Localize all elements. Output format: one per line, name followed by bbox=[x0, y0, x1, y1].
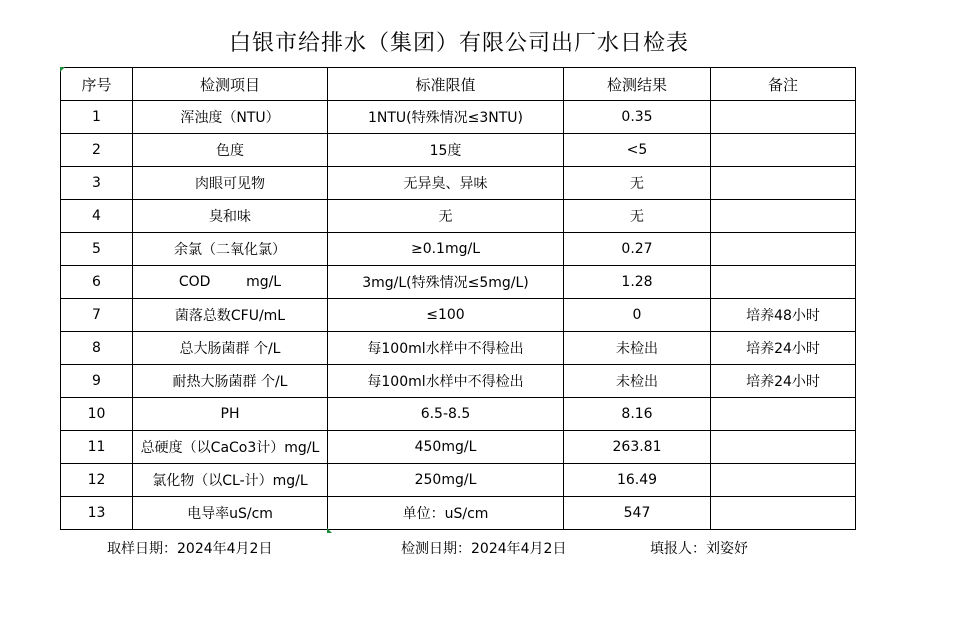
cell-no: 2 bbox=[61, 134, 133, 167]
header-no: 序号 bbox=[61, 68, 133, 101]
cell-note bbox=[711, 233, 856, 266]
cell-note bbox=[711, 167, 856, 200]
cell-no: 13 bbox=[61, 497, 133, 530]
cell-item: 耐热大肠菌群 个/L bbox=[133, 365, 328, 398]
cell-no: 6 bbox=[61, 266, 133, 299]
cell-limit: ≤100 bbox=[328, 299, 564, 332]
cell-limit: 单位：uS/cm bbox=[328, 497, 564, 530]
cell-note: 培养48小时 bbox=[711, 299, 856, 332]
table-row bbox=[61, 167, 856, 200]
table-row bbox=[61, 431, 856, 464]
header-item: 检测项目 bbox=[133, 68, 328, 101]
cell-result: 无 bbox=[564, 200, 711, 233]
cell-result: 0.35 bbox=[564, 101, 711, 134]
table-header-row bbox=[61, 68, 856, 101]
cell-no: 7 bbox=[61, 299, 133, 332]
page-title: 白银市给排水（集团）有限公司出厂水日检表 bbox=[228, 31, 689, 56]
cell-note bbox=[711, 497, 856, 530]
cell-no: 8 bbox=[61, 332, 133, 365]
cell-limit: 15度 bbox=[328, 134, 564, 167]
cell-limit: 每100ml水样中不得检出 bbox=[328, 365, 564, 398]
cell-note: 培养24小时 bbox=[711, 365, 856, 398]
cell-result: 0.27 bbox=[564, 233, 711, 266]
cell-item: 氯化物（以CL-计）mg/L bbox=[133, 464, 328, 497]
cell-item: COD mg/L bbox=[133, 266, 328, 299]
table-row bbox=[61, 464, 856, 497]
header-result: 检测结果 bbox=[564, 68, 711, 101]
cell-limit: 1NTU(特殊情况≤3NTU) bbox=[328, 101, 564, 134]
cell-limit: 450mg/L bbox=[328, 431, 564, 464]
reporter: 填报人：刘姿妤 bbox=[650, 541, 748, 557]
cell-item: 菌落总数CFU/mL bbox=[133, 299, 328, 332]
cell-item: PH bbox=[133, 398, 328, 431]
table-row bbox=[61, 365, 856, 398]
cell-no: 4 bbox=[61, 200, 133, 233]
cell-result: 0 bbox=[564, 299, 711, 332]
cell-limit: 无异臭、异味 bbox=[328, 167, 564, 200]
cell-limit: 6.5-8.5 bbox=[328, 398, 564, 431]
cell-result: 未检出 bbox=[564, 365, 711, 398]
table-row bbox=[61, 266, 856, 299]
table-row bbox=[61, 134, 856, 167]
cell-marker bbox=[60, 67, 65, 72]
test-date: 检测日期：2024年4月2日 bbox=[401, 541, 567, 557]
cell-result: 无 bbox=[564, 167, 711, 200]
cell-note bbox=[711, 266, 856, 299]
inspection-table bbox=[60, 67, 856, 530]
table-row bbox=[61, 398, 856, 431]
cell-item: 臭和味 bbox=[133, 200, 328, 233]
cell-note bbox=[711, 431, 856, 464]
cell-note bbox=[711, 200, 856, 233]
cell-item: 浑浊度（NTU） bbox=[133, 101, 328, 134]
cell-item: 色度 bbox=[133, 134, 328, 167]
header-limit: 标准限值 bbox=[328, 68, 564, 101]
cell-limit: ≥0.1mg/L bbox=[328, 233, 564, 266]
cell-note bbox=[711, 398, 856, 431]
cell-result: 547 bbox=[564, 497, 711, 530]
cell-item: 电导率uS/cm bbox=[133, 497, 328, 530]
cell-no: 12 bbox=[61, 464, 133, 497]
table-row bbox=[61, 233, 856, 266]
cell-no: 3 bbox=[61, 167, 133, 200]
cell-marker bbox=[327, 528, 332, 533]
cell-result: <5 bbox=[564, 134, 711, 167]
cell-limit: 每100ml水样中不得检出 bbox=[328, 332, 564, 365]
cell-result: 263.81 bbox=[564, 431, 711, 464]
cell-item: 总大肠菌群 个/L bbox=[133, 332, 328, 365]
cell-limit: 无 bbox=[328, 200, 564, 233]
table-row bbox=[61, 200, 856, 233]
table-row bbox=[61, 299, 856, 332]
sampling-date: 取样日期：2024年4月2日 bbox=[107, 541, 273, 557]
table-row bbox=[61, 332, 856, 365]
cell-item: 肉眼可见物 bbox=[133, 167, 328, 200]
cell-no: 5 bbox=[61, 233, 133, 266]
cell-note: 培养24小时 bbox=[711, 332, 856, 365]
cell-result: 8.16 bbox=[564, 398, 711, 431]
cell-no: 1 bbox=[61, 101, 133, 134]
cell-note bbox=[711, 464, 856, 497]
cell-item: 余氯（二氧化氯） bbox=[133, 233, 328, 266]
cell-no: 9 bbox=[61, 365, 133, 398]
header-note: 备注 bbox=[711, 68, 856, 101]
cell-limit: 250mg/L bbox=[328, 464, 564, 497]
cell-note bbox=[711, 134, 856, 167]
cell-note bbox=[711, 101, 856, 134]
cell-no: 11 bbox=[61, 431, 133, 464]
cell-no: 10 bbox=[61, 398, 133, 431]
cell-item: 总硬度（以CaCo3计）mg/L bbox=[133, 431, 328, 464]
table-row bbox=[61, 497, 856, 530]
table-row bbox=[61, 101, 856, 134]
cell-result: 1.28 bbox=[564, 266, 711, 299]
cell-result: 16.49 bbox=[564, 464, 711, 497]
cell-result: 未检出 bbox=[564, 332, 711, 365]
cell-limit: 3mg/L(特殊情况≤5mg/L) bbox=[328, 266, 564, 299]
